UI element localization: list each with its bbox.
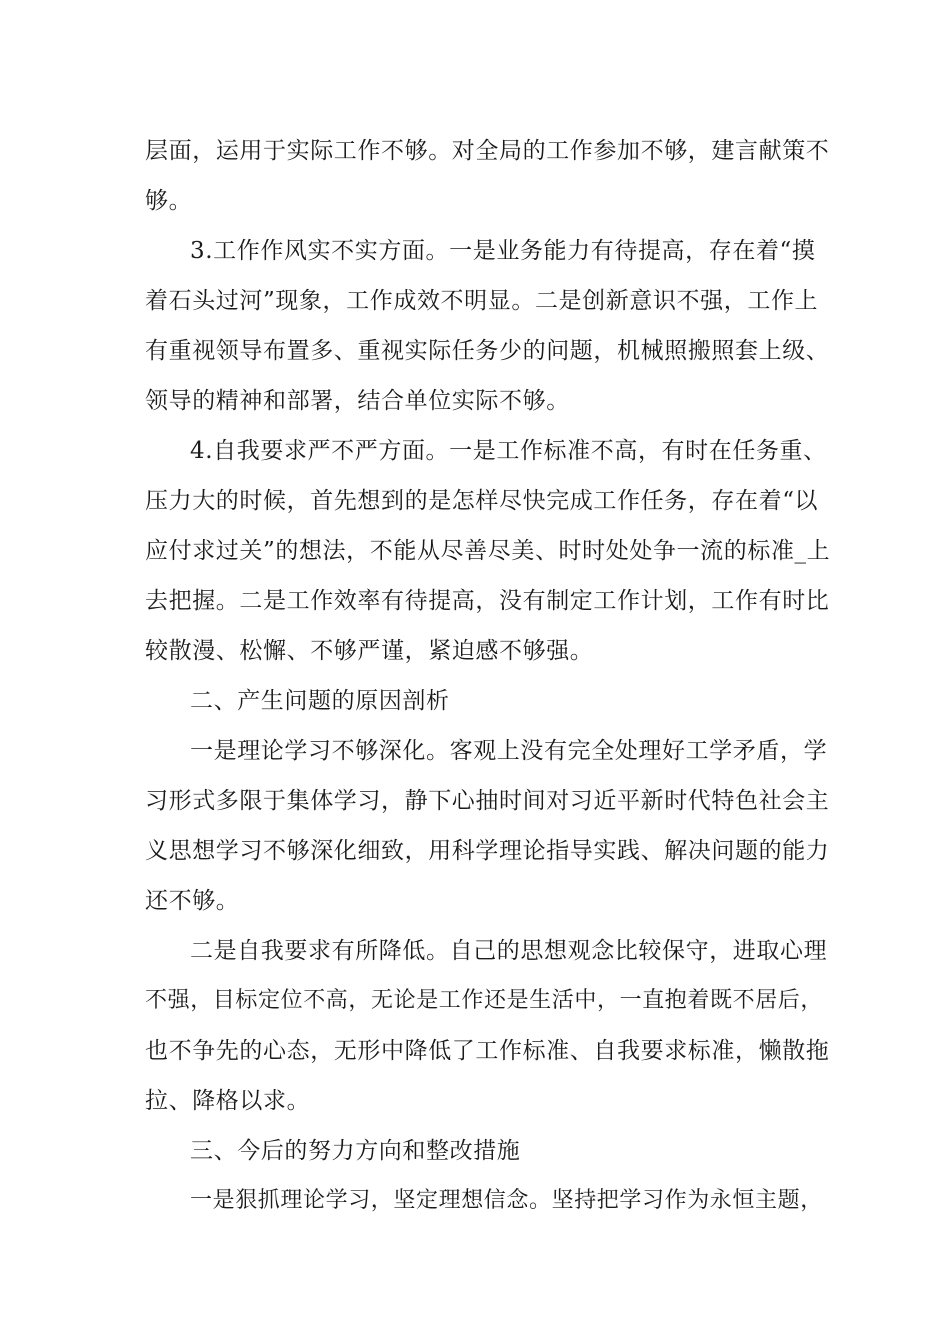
paragraph-line: 3.工作作风实不实方面。一是业务能力有待提高，存在着“摸 xyxy=(190,238,816,264)
paragraph-line: 4.自我要求严不严方面。一是工作标准不高，有时在任务重、 xyxy=(190,438,827,464)
paragraph-line: 去把握。二是工作效率有待提高，没有制定工作计划，工作有时比 xyxy=(145,588,830,614)
paragraph-line: 不强，目标定位不高，无论是工作还是生活中，一直抱着既不居后， xyxy=(145,988,824,1013)
paragraph-line: 层面，运用于实际工作不够。对全局的工作参加不够，建言献策不 xyxy=(145,138,830,164)
paragraph-line: 义思想学习不够深化细致，用科学理论指导实践、解决问题的能力 xyxy=(145,838,830,864)
section-heading: 三、今后的努力方向和整改措施 xyxy=(190,1138,521,1164)
paragraph-line: 一是狠抓理论学习，坚定理想信念。坚持把学习作为永恒主题， xyxy=(190,1188,823,1213)
paragraph-line: 够。 xyxy=(145,188,193,214)
paragraph-line: 领导的精神和部署，结合单位实际不够。 xyxy=(145,388,570,414)
paragraph-line: 一是理论学习不够深化。客观上没有完全处理好工学矛盾，学 xyxy=(190,738,828,764)
paragraph-line: 压力大的时候，首先想到的是怎样尽快完成工作任务，存在着“以 xyxy=(145,488,819,514)
section-heading: 二、产生问题的原因剖析 xyxy=(190,688,450,714)
paragraph-line: 也不争先的心态，无形中降低了工作标准、自我要求标准，懒散拖 xyxy=(145,1038,830,1064)
paragraph-line: 二是自我要求有所降低。自己的思想观念比较保守，进取心理 xyxy=(190,938,828,964)
paragraph-line: 应付求过关”的想法，不能从尽善尽美、时时处处争一流的标准_上 xyxy=(145,538,831,564)
paragraph-line: 有重视领导布置多、重视实际任务少的问题，机械照搬照套上级、 xyxy=(145,338,830,364)
paragraph-line: 着石头过河”现象，工作成效不明显。二是创新意识不强，工作上 xyxy=(145,288,819,314)
paragraph-line: 还不够。 xyxy=(145,888,240,914)
paragraph-line: 较散漫、松懈、不够严谨，紧迫感不够强。 xyxy=(145,638,594,664)
paragraph-line: 习形式多限于集体学习，静下心抽时间对习近平新时代特色社会主 xyxy=(145,788,830,814)
paragraph-line: 拉、降格以求。 xyxy=(145,1088,311,1114)
